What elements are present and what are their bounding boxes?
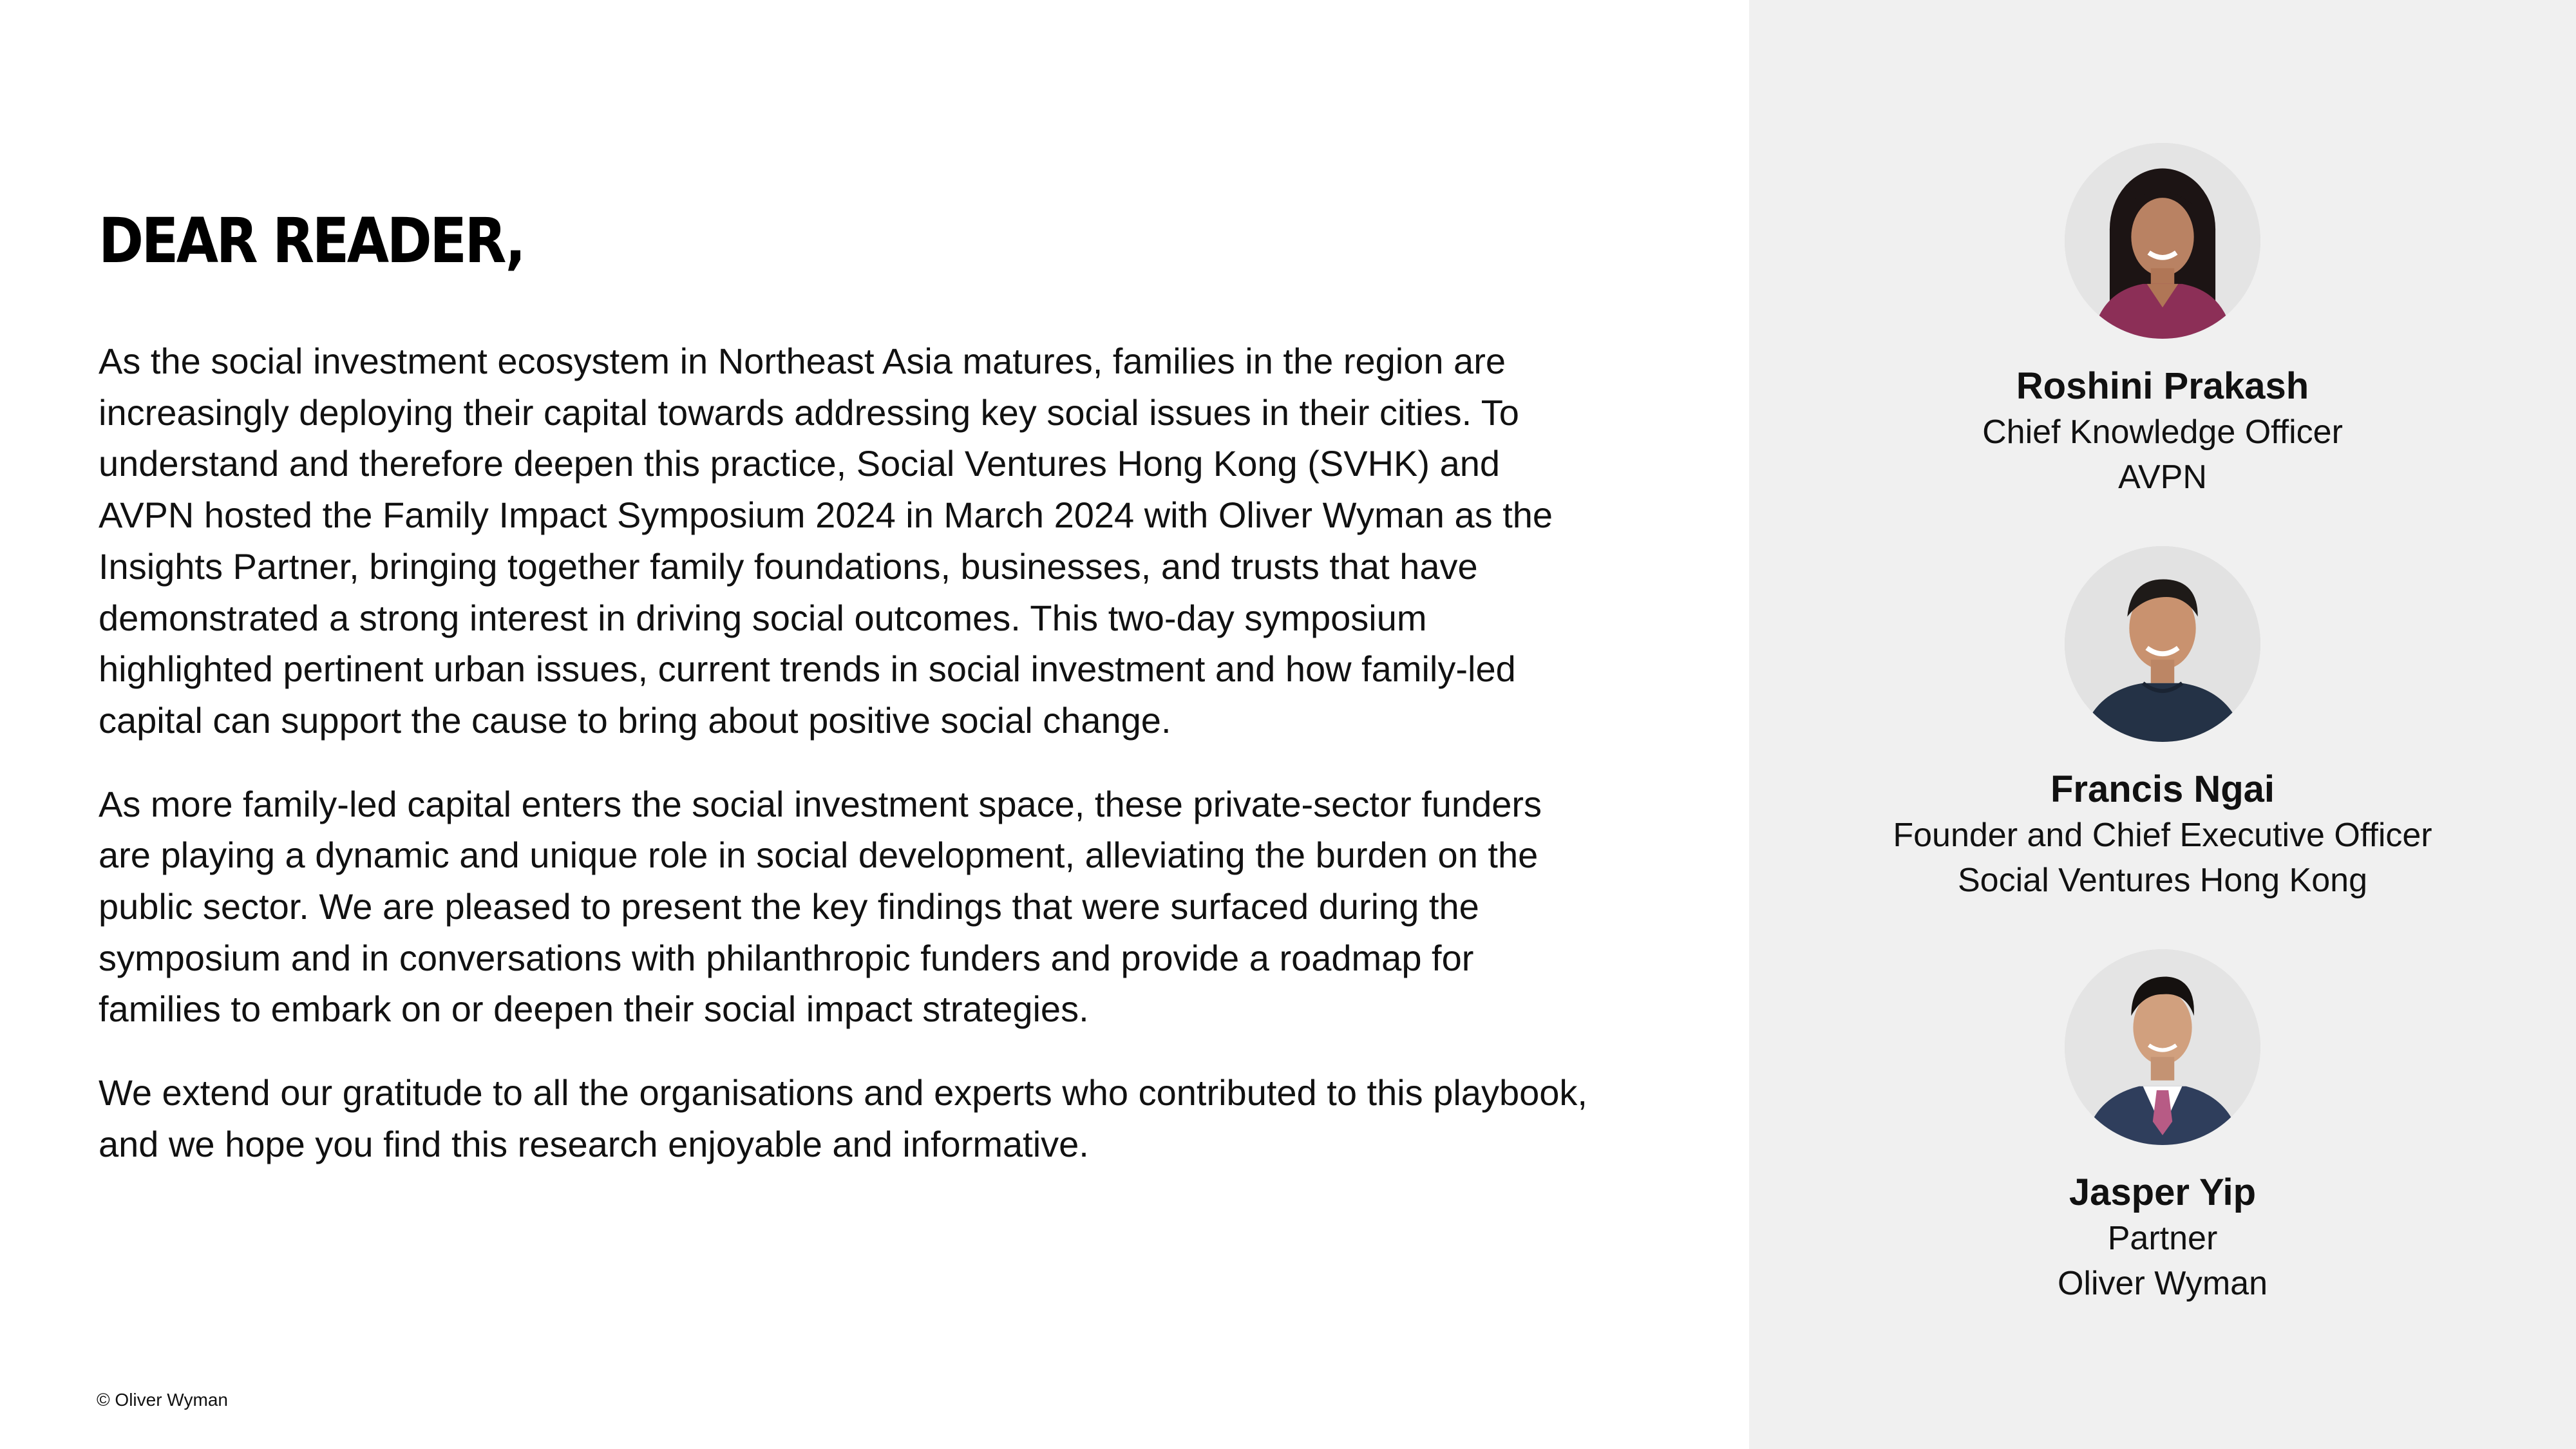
avatar [2065, 546, 2260, 742]
avatar [2065, 949, 2260, 1145]
person-organisation: Social Ventures Hong Kong [1958, 862, 2367, 899]
person-name: Roshini Prakash [2016, 365, 2309, 407]
copyright-footer: © Oliver Wyman [97, 1390, 228, 1410]
person-francis-ngai [1749, 546, 2576, 903]
portrait-man-icon [2065, 546, 2260, 742]
person-name: Francis Ngai [2050, 768, 2275, 810]
portrait-man-suit-icon [2065, 949, 2260, 1145]
person-organisation: Oliver Wyman [2057, 1265, 2268, 1302]
letter-body [99, 336, 1599, 1202]
person-title: Chief Knowledge Officer [1982, 413, 2343, 451]
portrait-woman-icon [2065, 143, 2260, 339]
person-organisation: AVPN [2118, 459, 2207, 496]
paragraph-2: As more family-led capital enters the social investment space, these private-sector funders are playing a dynamic and unique role in social development, alleviating the burden on the public sector. We are pleased to present the key findings that were surfaced during the symposium and in conversations with philanthropic funders and provide a roadmap for families to embark on or deepen their social impact strategies. [99, 783, 1542, 1030]
paragraph-3: We extend our gratitude to all the organisations and experts who contributed to this playbook, and we hope you find this research enjoyable and informative. [99, 1072, 1587, 1164]
page-title: DEAR READER, [99, 205, 524, 277]
person-roshini-prakash [1749, 143, 2576, 500]
signatories-panel [1749, 0, 2576, 1449]
avatar [2065, 143, 2260, 339]
person-title: Founder and Chief Executive Officer [1893, 817, 2432, 854]
person-jasper-yip [1749, 949, 2576, 1306]
person-title: Partner [2107, 1220, 2218, 1257]
paragraph-1: As the social investment ecosystem in Northeast Asia matures, families in the region are increasingly deploying their capital towards addressing key social issues in their cities. To understand and therefore deepen this practice, Social Ventures Hong Kong (SVHK) and AVPN hosted the Family Impact Symposium 2024 in March 2024 with Oliver Wyman as the Insights Partner, bringing together family foundations, businesses, and trusts that have demonstrated a strong interest in driving social outcomes. This two-day symposium highlighted pertinent urban issues, current trends in social investment and how family-led capital can support the cause to bring about positive social change. [99, 341, 1553, 741]
person-name: Jasper Yip [2069, 1171, 2257, 1213]
